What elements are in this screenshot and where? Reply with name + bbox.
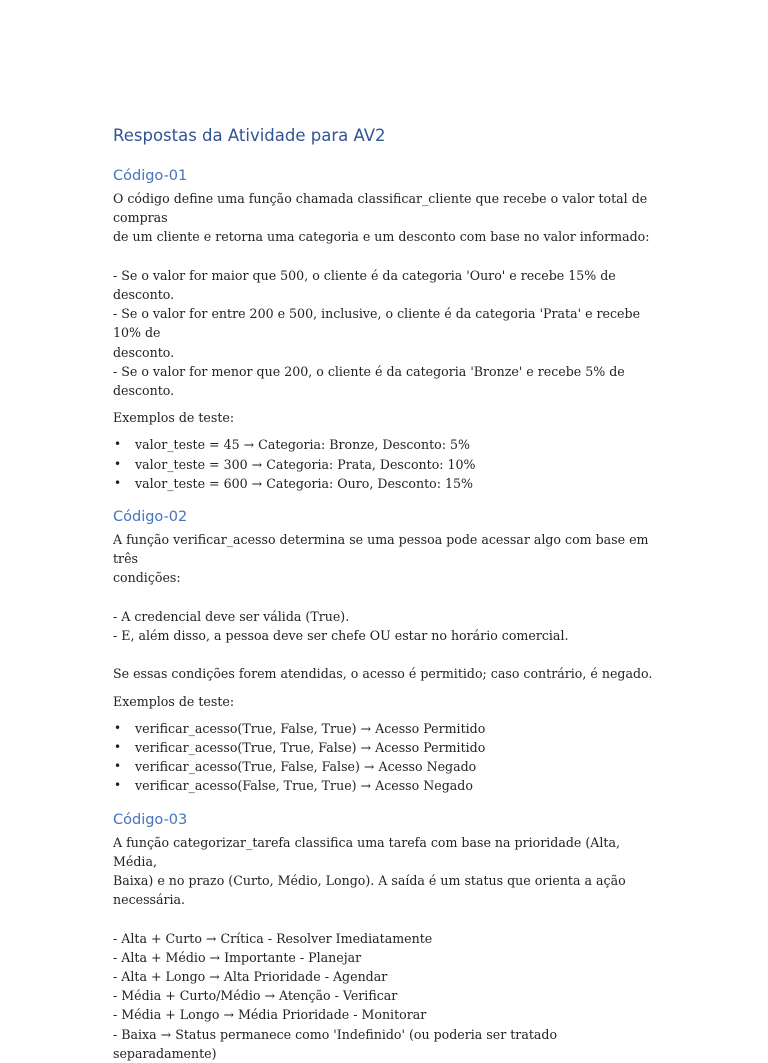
section-heading: Código-01 [113,168,188,184]
example-text: valor_teste = 600 → Categoria: Ouro, Desconto: 15% [135,475,473,491]
section-heading: Código-02 [113,509,188,526]
rule-line: - E, além disso, a pessoa deve ser chefe OU estar no horário comercial. [113,628,569,644]
bullet-icon: • [114,740,122,755]
intro-line: O código define uma função chamada classificar_cliente que recebe o valor total de compras [113,191,648,226]
example-text: valor_teste = 45 → Categoria: Bronze, Desconto: 5% [135,437,470,453]
rule-line: desconto. [113,344,175,360]
intro-line: condições: [113,570,181,586]
rule-line: - Alta + Médio → Importante - Planejar [113,949,362,965]
rule-line: - Baixa → Status permanece como 'Indefinido' (ou poderia ser tratado separadamente) [113,1026,558,1061]
list-item [113,474,653,493]
document-page [113,124,653,1063]
intro-line: A função categorizar_tarefa classifica uma tarefa com base na prioridade (Alta, Média, [113,834,620,869]
rule-line: - Média + Longo → Média Prioridade - Monitorar [113,1007,427,1023]
list-item [113,776,653,795]
intro-line: A função verificar_acesso determina se uma pessoa pode acessar algo com base em três [113,532,649,567]
rule-line: - Se o valor for menor que 200, o cliente é da categoria 'Bronze' e recebe 5% de desconto. [113,363,625,399]
rule-line: - Alta + Curto → Crítica - Resolver Imediatamente [113,930,433,946]
intro-line: de um cliente e retorna uma categoria e um desconto com base no valor informado: [113,229,650,245]
list-item [113,738,653,757]
example-text: valor_teste = 300 → Categoria: Prata, Desconto: 10% [135,456,476,472]
bullet-icon: • [114,720,122,735]
examples-label: Exemplos de teste: [113,693,235,709]
rule-line: - A credencial deve ser válida (True). [113,608,350,624]
list-item [113,719,653,738]
bullet-icon: • [114,475,122,490]
examples-label: Exemplos de teste: [113,410,235,426]
bullet-icon: • [114,778,122,793]
rule-line: - Alta + Longo → Alta Prioridade - Agendar [113,969,388,985]
rule-line: - Se o valor for entre 200 e 500, inclusive, o cliente é da categoria 'Prata' e recebe 10% de [113,306,641,341]
example-text: verificar_acesso(True, True, False) → Acesso Permitido [135,740,486,756]
example-text: verificar_acesso(True, False, True) → Acesso Permitido [135,720,486,736]
bullet-icon: • [114,437,122,452]
list-item [113,757,653,776]
section-codigo-01 [113,166,653,507]
list-item [113,455,653,474]
rule-line: - Se o valor for maior que 500, o cliente é da categoria 'Ouro' e recebe 15% de desconto. [113,267,616,302]
bullet-icon: • [114,456,122,471]
intro-line: Baixa) e no prazo (Curto, Médio, Longo). A saída é um status que orienta a ação necessária. [113,873,626,908]
example-text: verificar_acesso(False, True, True) → Acesso Negado [135,778,473,794]
section-codigo-03 [113,810,653,1063]
document-title: Respostas da Atividade para AV2 [113,126,386,145]
examples-list [113,719,653,796]
rule-line: - Média + Curto/Médio → Atenção - Verificar [113,988,398,1004]
conclusion-text: Se essas condições forem atendidas, o acesso é permitido; caso contrário, é negado. [113,666,653,682]
section-heading: Código-03 [113,811,188,828]
list-item [113,435,653,454]
example-text: verificar_acesso(True, False, False) → Acesso Negado [135,759,477,775]
section-codigo-02 [113,507,653,810]
examples-list [113,435,653,493]
bullet-icon: • [114,759,122,774]
